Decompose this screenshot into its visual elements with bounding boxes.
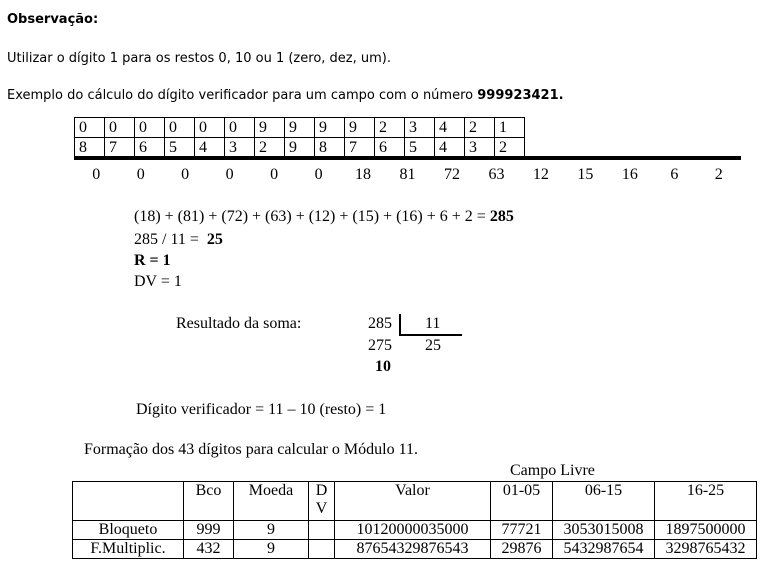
grid-cell: 0 <box>75 118 105 138</box>
grid-cell: 6 <box>375 138 405 158</box>
grid-cell: 3 <box>465 138 495 158</box>
cell-dv <box>309 521 335 540</box>
product-value: 81 <box>399 166 416 183</box>
product-value: 0 <box>181 166 190 183</box>
observation-title: Observação: <box>7 12 99 27</box>
product-value: 6 <box>670 166 679 183</box>
row-label: F.Multiplic. <box>73 540 184 559</box>
cell-campo-06-15: 3053015008 <box>553 521 655 540</box>
division-quotient: 25 <box>425 337 441 354</box>
header-dv-v: V <box>315 500 328 517</box>
grid-cell: 0 <box>135 118 165 138</box>
grid-cell: 9 <box>285 118 315 138</box>
division-horizontal-line <box>399 334 462 336</box>
header-campo-06-15: 06-15 <box>553 482 655 521</box>
grid-cell: 9 <box>255 118 285 138</box>
division-result: 25 <box>206 231 223 248</box>
cell-moeda: 9 <box>234 521 309 540</box>
grid-row-1 <box>75 118 525 138</box>
product-value: 0 <box>270 166 279 183</box>
sum-total: 285 <box>489 208 514 225</box>
table-row <box>73 521 757 540</box>
example-number: 999923421. <box>477 88 564 103</box>
cell-bco: 999 <box>184 521 234 540</box>
separator-bar <box>74 156 741 160</box>
grid-cell: 5 <box>405 138 435 158</box>
grid-cell: 5 <box>165 138 195 158</box>
formation-line: Formação dos 43 dígitos para calcular o Módulo 11. <box>84 441 418 458</box>
modulo-table <box>72 481 757 559</box>
product-value: 15 <box>577 166 594 183</box>
header-moeda: Moeda <box>234 482 309 521</box>
grid-cell: 0 <box>195 118 225 138</box>
sum-expression-text: (18) + (81) + (72) + (63) + (12) + (15) + (16) + 6 + 2 = <box>134 208 490 225</box>
example-text <box>7 88 564 103</box>
cell-moeda: 9 <box>234 540 309 559</box>
sum-expression <box>134 208 514 226</box>
remainder-line: R = 1 <box>134 252 171 269</box>
header-bco: Bco <box>184 482 234 521</box>
grid-cell: 2 <box>255 138 285 158</box>
header-campo-16-25: 16-25 <box>655 482 757 521</box>
product-value: 18 <box>355 166 372 183</box>
grid-cell: 9 <box>345 118 375 138</box>
grid-cell: 6 <box>135 138 165 158</box>
header-valor: Valor <box>335 482 491 521</box>
sum-result-label: Resultado da soma: <box>176 315 302 332</box>
digit-grid <box>74 117 525 158</box>
check-digit-line: Dígito verificador = 11 – 10 (resto) = 1 <box>136 401 387 418</box>
header-empty <box>73 482 184 521</box>
grid-cell: 8 <box>75 138 105 158</box>
product-value: 0 <box>136 166 145 183</box>
products-row <box>74 166 741 184</box>
cell-valor: 10120000035000 <box>335 521 491 540</box>
grid-cell: 4 <box>435 138 465 158</box>
product-value: 63 <box>488 166 505 183</box>
header-campo-01-05: 01-05 <box>491 482 553 521</box>
table-row <box>73 540 757 559</box>
product-value: 2 <box>714 166 723 183</box>
grid-cell: 7 <box>345 138 375 158</box>
division-dividend: 285 <box>368 315 392 332</box>
cell-dv <box>309 540 335 559</box>
grid-cell: 0 <box>105 118 135 138</box>
grid-cell: 4 <box>435 118 465 138</box>
row-label: Bloqueto <box>73 521 184 540</box>
product-value: 0 <box>314 166 323 183</box>
campo-livre-label: Campo Livre <box>510 462 595 479</box>
cell-valor: 87654329876543 <box>335 540 491 559</box>
division-remainder: 10 <box>375 358 391 375</box>
division-expression-text: 285 / 11 = <box>134 231 203 248</box>
grid-cell: 2 <box>465 118 495 138</box>
header-dv-d: D <box>315 482 328 499</box>
product-value: 0 <box>92 166 101 183</box>
grid-cell: 3 <box>405 118 435 138</box>
grid-cell: 1 <box>495 118 525 138</box>
division-vertical-line <box>399 314 401 336</box>
grid-cell: 8 <box>315 138 345 158</box>
grid-cell: 2 <box>375 118 405 138</box>
cell-campo-06-15: 5432987654 <box>553 540 655 559</box>
grid-row-2 <box>75 138 525 158</box>
cell-campo-01-05: 77721 <box>491 521 553 540</box>
table-header-row <box>73 482 757 521</box>
grid-cell: 9 <box>315 118 345 138</box>
cell-campo-16-25: 1897500000 <box>655 521 757 540</box>
example-text-prefix: Exemplo do cálculo do dígito verificador para um campo com o número <box>7 88 478 103</box>
grid-cell: 0 <box>165 118 195 138</box>
grid-cell: 7 <box>105 138 135 158</box>
grid-cell: 3 <box>225 138 255 158</box>
cell-bco: 432 <box>184 540 234 559</box>
header-dv <box>309 482 335 521</box>
grid-cell: 9 <box>285 138 315 158</box>
division-divisor: 11 <box>425 315 441 332</box>
product-value: 0 <box>225 166 234 183</box>
rule-text: Utilizar o dígito 1 para os restos 0, 10 ou 1 (zero, dez, um). <box>7 51 391 66</box>
product-value: 16 <box>621 166 638 183</box>
grid-cell: 4 <box>195 138 225 158</box>
division-expression <box>134 231 223 249</box>
product-value: 72 <box>443 166 460 183</box>
grid-cell: 0 <box>225 118 255 138</box>
product-value: 12 <box>532 166 549 183</box>
grid-cell: 2 <box>495 138 525 158</box>
dv-line: DV = 1 <box>134 273 182 290</box>
cell-campo-16-25: 3298765432 <box>655 540 757 559</box>
cell-campo-01-05: 29876 <box>491 540 553 559</box>
division-subtrahend: 275 <box>368 337 392 354</box>
